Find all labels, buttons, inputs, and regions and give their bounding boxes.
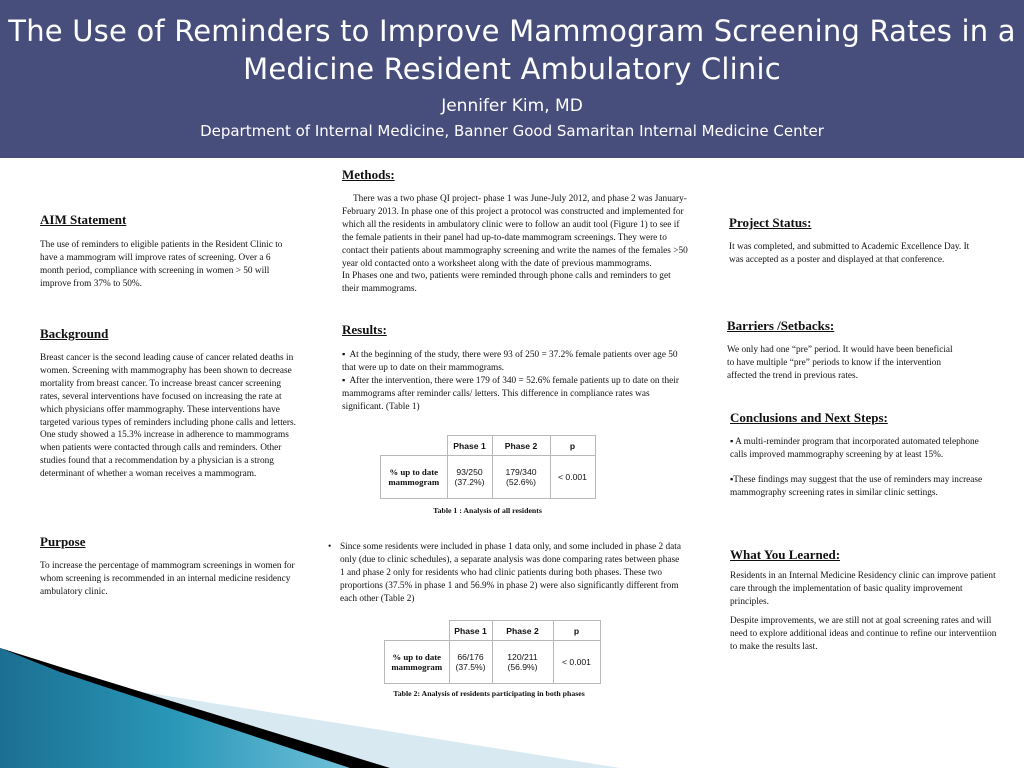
poster-author: Jennifer Kim, MD (441, 96, 583, 116)
project-status-text: It was completed, and submitted to Academic Excellence Day. It was accepted as a poster and displayed at that conference. (729, 242, 970, 265)
table-2-header-phase-2: Phase 2 (492, 621, 553, 641)
conclusions-bullet-1: ▪ A multi-reminder program that incorporated automated telephone calls improved mammography screening by at least 15%. (730, 437, 979, 460)
conclusions-bullet-2: ▪These findings may suggest that the use of reminders may increase mammography screening rates in similar clinic settings. (730, 474, 983, 498)
methods-paragraph-2: In Phases one and two, patients were reminded through phone calls and reminders to get their mammograms. (342, 271, 671, 295)
background-heading: Background (40, 326, 109, 341)
table-2-cell-phase-2: 120/211 (56.9%) (492, 641, 553, 684)
table-1-header-p: p (550, 436, 595, 456)
poster-title: The Use of Reminders to Improve Mammogram Screening Rates in a Medicine Resident Ambulatory Clinic (8, 14, 1016, 86)
table-2-cell-phase-1: 66/176 (37.5%) (449, 641, 492, 684)
results-bullet-2: ▪ After the intervention, there were 179 of 340 = 52.6% female patients up to date on their mammograms after reminder calls/ letters. This difference in compliance rates was significant. (Table 1) (342, 375, 679, 412)
poster-header (0, 0, 1024, 158)
results-bullet-1: ▪ At the beginning of the study, there were 93 of 250 = 37.2% female patients over age 50 that were up to date on their mammograms. (342, 350, 678, 373)
learned-paragraph-1: Residents in an Internal Medicine Residency clinic can improve patient care through the implementation of basic quality improvement principles. (730, 571, 996, 607)
poster-department: Department of Internal Medicine, Banner Good Samaritan Internal Medicine Center (200, 122, 824, 140)
learned-paragraph-2: Despite improvements, we are still not at goal screening rates and will need to explore additional ideas and continue to refine our interventiion to make the results last. (730, 615, 997, 652)
table-1-cell-p: < 0.001 (550, 456, 595, 499)
table-1-header-phase-2: Phase 2 (492, 436, 550, 456)
table-2-caption: Table 2: Analysis of residents participating in both phases (393, 689, 585, 698)
results-bullet-3: • Since some residents were included in phase 1 data only, and some included in phase 2 data only (due to clinic schedules), a separate analysis was done comparing rates between phase 1 and phase 2 only for residents who had clinic patients during both phases. These two proportions (37.5% in phase 1 and 56.9% in phase 2) were also significantly different from each other (Table 2) (328, 542, 681, 604)
table-1-cell-phase-1: 93/250 (37.2%) (447, 456, 492, 499)
results-bullets (342, 349, 688, 414)
bullet-square-icon: ▪ (342, 375, 346, 386)
table-1-caption: Table 1 : Analysis of all residents (433, 506, 542, 515)
table-1-header-phase-1: Phase 1 (447, 436, 492, 456)
learned-text (730, 570, 998, 653)
purpose-text: To increase the percentage of mammogram screenings in women for whom screening is recommended in an internal medicine residency ambulatory clinic. (40, 561, 295, 597)
aim-text: The use of reminders to eligible patients in the Resident Clinic to have a mammogram will improve rates of screening. Over a 6 month period, compliance with screening in women > 50 will improve from 37% to 50%. (40, 240, 283, 289)
results-heading: Results: (342, 322, 387, 337)
table-2-header-p: p (553, 621, 600, 641)
barriers-heading: Barriers /Setbacks: (727, 318, 835, 333)
bullet-dot-icon: • (328, 542, 332, 552)
conclusions-text (730, 436, 998, 500)
methods-heading: Methods: (342, 167, 395, 182)
table-1-cell-phase-2: 179/340 (52.6%) (492, 456, 550, 499)
background-text: Breast cancer is the second leading cause of cancer related deaths in women. Screening with mammography has been shown to decrease mortality from breast cancer. To increase breast cancer screening rates, several interventions have focused on increasing the rate at which physicians offer mammography. These interventions have targeted various types of reminders including phone calls and letters. One study showed a 15.3% increase in adherence to mammograms when patients were contacted through calls and reminders. Other studies found that a recommendation by a physician is a strong determinant of whether a woman receives a mammogram. (40, 353, 296, 480)
learned-heading: What You Learned: (730, 547, 841, 562)
methods-text (342, 193, 688, 296)
table-2-row-label: % up to date mammogram (385, 641, 450, 684)
table-1-row-label: % up to date mammogram (381, 456, 448, 499)
bullet-square-icon: ▪ (342, 350, 346, 360)
conclusions-heading: Conclusions and Next Steps: (730, 410, 888, 425)
barriers-text: We only had one “pre” period. It would have been beneficial to have multiple “pre” periods to know if the intervention affected the trend in previous rates. (727, 345, 953, 381)
purpose-heading: Purpose (40, 534, 86, 549)
results-table-1 (380, 435, 596, 499)
project-status-heading: Project Status: (729, 215, 812, 230)
table-2-header-phase-1: Phase 1 (449, 621, 492, 641)
aim-heading: AIM Statement (40, 212, 127, 227)
table-2-cell-p: < 0.001 (553, 641, 600, 684)
decorative-swoosh (0, 640, 620, 768)
methods-paragraph-1: There was a two phase QI project- phase 1 was June-July 2012, and phase 2 was January-February 2013. In phase one of this project a protocol was constructed and implemented for which all the residents in ambulatory clinic were to follow an audit tool (Figure 1) to see if the female patients in their panel had up-to-date mammogram screenings. They were to contact their patients about mammography screening and write the names of the females >50 year old contacted onto a worksheet along with the date of previous mammograms. (342, 194, 688, 269)
